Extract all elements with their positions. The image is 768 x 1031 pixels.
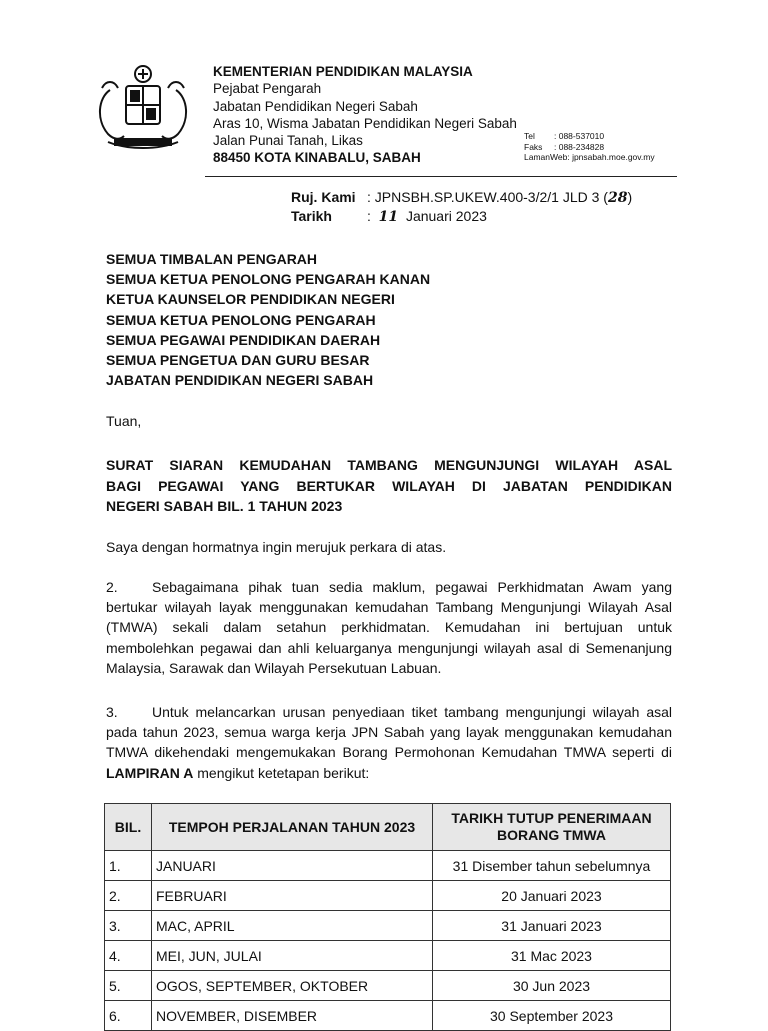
- cell-period: JANUARI: [152, 851, 433, 881]
- cell-closing-date: 31 Januari 2023: [433, 911, 671, 941]
- table-header-row: [105, 804, 671, 851]
- table-row: [105, 971, 671, 1001]
- ref-value: : JPNSBH.SP.UKEW.400-3/2/1 JLD 3 (: [367, 189, 608, 205]
- cell-closing-date: 31 Disember tahun sebelumnya: [433, 851, 671, 881]
- table-row: [105, 851, 671, 881]
- paragraph-2-number: 2.: [106, 579, 118, 595]
- table-row: [105, 881, 671, 911]
- schedule-table: [104, 803, 671, 1031]
- date-label: Tarikh: [291, 208, 332, 224]
- cell-period: OGOS, SEPTEMBER, OKTOBER: [152, 971, 433, 1001]
- table-row: [105, 1001, 671, 1031]
- paragraph-3-number: 3.: [106, 704, 118, 720]
- ministry-name: KEMENTERIAN PENDIDIKAN MALAYSIA: [213, 64, 473, 79]
- header-closing-date: TARIKH TUTUP PENERIMAAN BORANG TMWA: [433, 804, 671, 851]
- office-name: Pejabat Pengarah: [213, 81, 322, 97]
- cell-bil: 4.: [105, 941, 152, 971]
- address-line-1: Aras 10, Wisma Jabatan Pendidikan Negeri Sabah: [213, 115, 517, 131]
- recipient-line: JABATAN PENDIDIKAN NEGERI SABAH: [106, 372, 374, 389]
- paragraph-3-text-end: mengikut ketetapan berikut:: [193, 764, 370, 781]
- letter-subject: [106, 455, 672, 517]
- salutation: Tuan,: [106, 413, 142, 429]
- fax-label: Faks: [524, 141, 543, 152]
- cell-bil: 1.: [105, 851, 152, 881]
- coat-of-arms-logo: [88, 60, 198, 155]
- fax-number: : 088-234828: [554, 141, 605, 152]
- header-travel-period: TEMPOH PERJALANAN TAHUN 2023: [152, 804, 433, 851]
- subject-line-3: NEGERI SABAH BIL. 1 TAHUN 2023: [106, 498, 343, 514]
- tel-number: : 088-537010: [554, 131, 605, 141]
- paragraph-2: [106, 577, 672, 678]
- cell-closing-date: 20 Januari 2023: [433, 881, 671, 911]
- department-name: Jabatan Pendidikan Negeri Sabah: [213, 98, 418, 114]
- date-colon: :: [367, 208, 371, 224]
- cell-bil: 6.: [105, 1001, 152, 1031]
- recipient-line: SEMUA PEGAWAI PENDIDIKAN DAERAH: [106, 331, 381, 348]
- recipient-line: SEMUA TIMBALAN PENGARAH: [106, 251, 318, 267]
- ref-handwritten-number: 28: [607, 190, 628, 206]
- letterhead-address: [213, 63, 517, 167]
- web-address: jpnsabah.moe.gov.my: [572, 152, 655, 162]
- tel-label: Tel: [524, 131, 535, 141]
- paragraph-2-text: Sebagaimana pihak tuan sedia maklum, pegawai Perkhidmatan Awam yang bertukar wilayah layak menggunakan kemudahan Tambang Mengunjungi Wilayah Asal (TMWA) sekali dalam setahun perkhidmatan. Kemudahan ini bertujuan untuk membolehkan pegawai dan ahli keluarganya mengunjungi wilayah asal di Semenanjung Malaysia, Sarawak dan Wilayah Persekutuan Labuan.: [106, 579, 672, 676]
- recipient-line: SEMUA KETUA PENOLONG PENGARAH: [106, 311, 376, 328]
- web-label: LamanWeb:: [524, 152, 570, 162]
- cell-bil: 2.: [105, 881, 152, 911]
- reference-block: [291, 188, 632, 226]
- cell-period: NOVEMBER, DISEMBER: [152, 1001, 433, 1031]
- cell-closing-date: 30 September 2023: [433, 1001, 671, 1031]
- cell-closing-date: 30 Jun 2023: [433, 971, 671, 1001]
- cell-bil: 3.: [105, 911, 152, 941]
- ref-label: Ruj. Kami: [291, 189, 356, 205]
- cell-period: MAC, APRIL: [152, 911, 433, 941]
- recipient-line: SEMUA KETUA PENOLONG PENGARAH KANAN: [106, 271, 431, 288]
- subject-line-1: SURAT SIARAN KEMUDAHAN TAMBANG MENGUNJUNGI WILAYAH ASAL: [106, 457, 672, 473]
- table-row: [105, 911, 671, 941]
- address-line-2: Jalan Punai Tanah, Likas: [213, 133, 363, 149]
- subject-line-2: BAGI PEGAWAI YANG BERTUKAR WILAYAH DI JABATAN PENDIDIKAN: [106, 477, 672, 494]
- paragraph-1: Saya dengan hormatnya ingin merujuk perkara di atas.: [106, 539, 447, 555]
- letterhead-divider: [205, 176, 677, 177]
- ref-close: ): [627, 189, 633, 205]
- contact-info: [524, 131, 655, 163]
- cell-period: MEI, JUN, JULAI: [152, 941, 433, 971]
- paragraph-3-text: Untuk melancarkan urusan penyediaan tiket tambang mengunjungi wilayah asal pada tahun 2023, semua warga kerja JPN Sabah yang layak menggunakan kemudahan TMWA dikehendaki mengemukakan Borang Permohonan Kemudahan TMWA seperti di: [106, 704, 672, 761]
- paragraph-3-attachment-ref: LAMPIRAN A: [106, 764, 194, 781]
- paragraph-3: [106, 702, 672, 783]
- recipient-line: KETUA KAUNSELOR PENDIDIKAN NEGERI: [106, 291, 395, 308]
- cell-bil: 5.: [105, 971, 152, 1001]
- recipient-line: SEMUA PENGETUA DAN GURU BESAR: [106, 352, 370, 369]
- cell-closing-date: 31 Mac 2023: [433, 941, 671, 971]
- recipients-list: [106, 249, 430, 390]
- table-row: [105, 941, 671, 971]
- cell-period: FEBRUARI: [152, 881, 433, 911]
- header-bil: BIL.: [105, 804, 152, 851]
- address-city: 88450 KOTA KINABALU, SABAH: [213, 150, 421, 166]
- date-handwritten-day: 11: [378, 209, 399, 225]
- date-month-year: Januari 2023: [405, 208, 487, 224]
